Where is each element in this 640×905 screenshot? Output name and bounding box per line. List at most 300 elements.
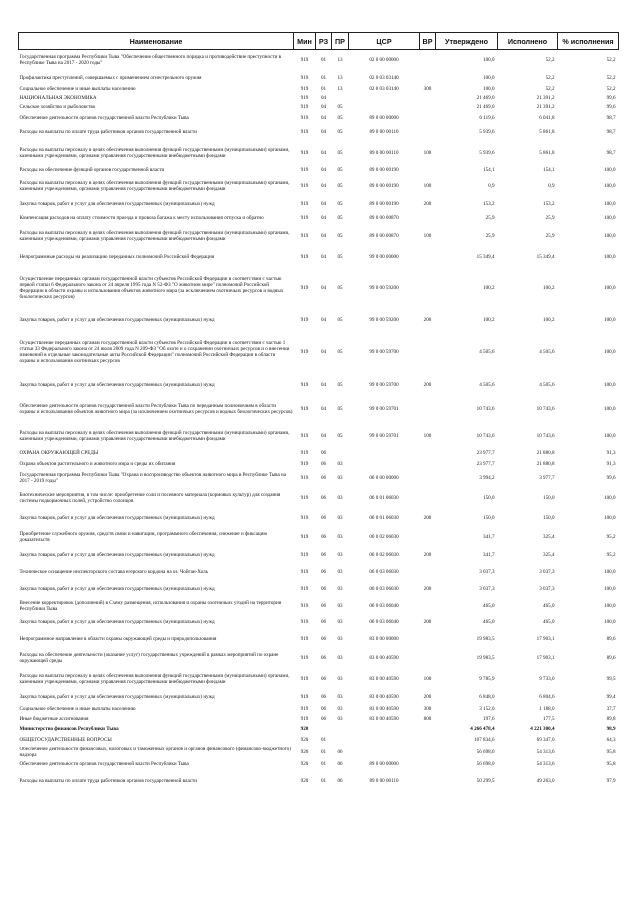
cell-appr: 56 698,0 — [476, 748, 495, 755]
cell-exec: 9 733,0 — [539, 675, 555, 682]
table-row — [19, 725, 619, 736]
cell-vr: 200 — [423, 552, 432, 559]
cell-name: Закупка товаров, работ и услуг для обеспечения государственных (муниципальных) нужд — [19, 201, 215, 208]
cell-appr: 100,0 — [483, 75, 495, 82]
cell-rz: 06 — [320, 675, 327, 682]
cell-pr: 05 — [337, 182, 343, 189]
cell-rz: 06 — [320, 705, 327, 712]
cell-appr: 341,7 — [483, 533, 495, 540]
cell-min: 919 — [300, 618, 309, 625]
cell-csr: 89 0 00 00870 — [369, 232, 399, 239]
cell-exec: 10 743,6 — [536, 432, 555, 439]
cell-min: 919 — [300, 149, 309, 156]
cell-csr: 99 0 00 59200 — [369, 316, 399, 323]
cell-exec: 150,0 — [543, 495, 555, 502]
cell-exec: 25,9 — [545, 214, 555, 221]
cell-csr: 99 0 00 59701 — [369, 405, 399, 412]
cell-min: 919 — [300, 285, 309, 292]
header-percent: % исполнения — [558, 33, 619, 50]
cell-exec: 3 037,3 — [539, 586, 555, 593]
table-row — [19, 747, 619, 759]
cell-pct: 100,0 — [604, 586, 616, 593]
cell-appr: 56 698,0 — [476, 760, 495, 767]
cell-exec: 25,9 — [545, 232, 555, 239]
cell-name: Закупка товаров, работ и услуг для обеспечения государственных (муниципальных) нужд — [19, 693, 215, 700]
table-row — [19, 198, 619, 213]
cell-rz: 06 — [320, 693, 327, 700]
cell-rz: 06 — [320, 636, 327, 643]
cell-name: Расходы на выплаты персоналу в целях обеспечения выполнения функций государственными (муниципальными) органами, казенными учреждениями, органами управления государственными внебюджетными фондами — [19, 672, 290, 685]
cell-pr: 05 — [337, 201, 343, 208]
cell-rz: 04 — [320, 232, 327, 239]
cell-appr: 5 939,6 — [479, 149, 495, 156]
table-row — [19, 669, 619, 691]
cell-pct: 95,8 — [606, 748, 616, 755]
cell-pct: 100,0 — [604, 618, 616, 625]
cell-exec: 0,9 — [548, 182, 555, 189]
cell-csr: 06 0 01 06030 — [369, 515, 399, 522]
cell-min: 919 — [300, 450, 309, 457]
cell-min: 919 — [300, 57, 309, 64]
cell-pr: 03 — [337, 603, 343, 610]
cell-name: Расходы на выплаты по оплате труда работников органов государственной власти — [19, 128, 197, 135]
cell-pr: 03 — [337, 655, 343, 662]
cell-min: 919 — [300, 316, 309, 323]
cell-csr: 89 0 00 00000 — [369, 760, 399, 767]
cell-pr: 13 — [337, 57, 343, 64]
cell-min: 919 — [300, 655, 309, 662]
cell-vr — [420, 736, 436, 747]
cell-rz: 04 — [320, 167, 327, 174]
header-pr: ПР — [332, 33, 349, 50]
cell-name: Внесение корректировок (дополнений) в Схему размещения, использования и охраны охотничьих угодий на территории Республики Тыва — [19, 600, 282, 612]
cell-name: Сельское хозяйство и рыболовство — [19, 104, 96, 111]
cell-pr: 03 — [337, 705, 343, 712]
table-row — [19, 104, 619, 113]
cell-vr — [420, 125, 436, 141]
cell-csr — [349, 95, 420, 104]
cell-vr — [420, 95, 436, 104]
cell-appr: 3 037,3 — [479, 568, 495, 575]
cell-name: Закупка товаров, работ и услуг для обеспечения государственных (муниципальных) нужд — [19, 586, 215, 593]
cell-pct: 100,0 — [604, 182, 616, 189]
cell-vr — [420, 113, 436, 125]
cell-pct: 99,4 — [606, 693, 616, 700]
cell-rz: 04 — [320, 104, 327, 111]
cell-exec: 6 041,8 — [539, 114, 555, 121]
cell-min: 920 — [300, 737, 309, 744]
cell-exec: 177,5 — [543, 715, 555, 722]
cell-name: Приобретение служебного оружия, средств связи и навигации, программного обеспечения, снежение и фиксацию доказательств — [19, 530, 268, 543]
cell-pr — [332, 736, 349, 747]
cell-pct: 100,0 — [604, 201, 616, 208]
cell-pr: 05 — [337, 349, 343, 356]
cell-min: 919 — [300, 167, 309, 174]
cell-pct: 100,0 — [604, 285, 616, 292]
cell-appr: 10 743,6 — [476, 432, 495, 439]
cell-appr: 23 977,7 — [476, 460, 495, 467]
table-row — [19, 528, 619, 548]
table-row — [19, 86, 619, 95]
cell-pr: 03 — [337, 474, 343, 481]
cell-csr: 06 0 01 06030 — [369, 495, 399, 502]
cell-csr — [349, 449, 420, 460]
cell-csr: 83 0 00 40590 — [369, 715, 399, 722]
cell-vr — [420, 488, 436, 511]
table-row — [19, 565, 619, 581]
cell-rz: 04 — [320, 253, 327, 260]
cell-min: 920 — [300, 760, 309, 767]
cell-pr: 06 — [337, 760, 343, 767]
header-executed: Исполнено — [498, 33, 558, 50]
table-row — [19, 488, 619, 511]
cell-csr: 83 0 00 40590 — [369, 655, 399, 662]
cell-min: 919 — [300, 460, 309, 467]
cell-appr: 153,2 — [483, 201, 495, 208]
cell-pct: 100,0 — [604, 381, 616, 388]
cell-min: 920 — [300, 726, 309, 733]
cell-pct: 89,6 — [606, 636, 616, 643]
cell-name: ОХРАНА ОКРУЖАЮЩЕЙ СРЕДЫ — [19, 450, 99, 457]
cell-min: 919 — [300, 232, 309, 239]
cell-min: 919 — [300, 381, 309, 388]
cell-vr: 800 — [423, 715, 432, 722]
cell-exec: 52,2 — [545, 86, 555, 93]
table-row — [19, 460, 619, 470]
table-row — [19, 141, 619, 167]
cell-exec: 10 743,6 — [536, 405, 555, 412]
cell-exec: 100,2 — [543, 285, 555, 292]
cell-csr: 83 0 00 40590 — [369, 705, 399, 712]
table-row — [19, 771, 619, 793]
cell-vr — [420, 759, 436, 771]
cell-exec: 4 505,6 — [539, 381, 555, 388]
cell-name: Закупка товаров, работ и услуг для обеспечения государственных (муниципальных) нужд — [19, 552, 215, 559]
cell-pct: 99,6 — [606, 104, 616, 111]
cell-appr: 197,6 — [483, 715, 495, 722]
cell-vr: 200 — [423, 316, 432, 323]
cell-exec: 69 347,0 — [536, 737, 555, 744]
header-approved: Утверждено — [436, 33, 498, 50]
cell-vr: 200 — [423, 586, 432, 593]
budget-table — [18, 32, 619, 793]
cell-csr: 02 0 03 03140 — [369, 75, 399, 82]
header-vr: ВР — [420, 33, 436, 50]
cell-pr: 05 — [337, 285, 343, 292]
cell-csr: 83 0 00 40590 — [369, 675, 399, 682]
cell-exec: 3 037,3 — [539, 568, 555, 575]
cell-name: ОБЩЕГОСУДАРСТВЕННЫЕ ВОПРОСЫ — [19, 737, 112, 744]
cell-min: 919 — [300, 75, 309, 82]
table-row — [19, 470, 619, 488]
cell-csr: 99 0 00 59700 — [369, 349, 399, 356]
table-row — [19, 176, 619, 198]
cell-min: 919 — [300, 432, 309, 439]
cell-pct: 100,0 — [604, 603, 616, 610]
table-row — [19, 715, 619, 725]
cell-pr: 06 — [337, 748, 343, 755]
cell-exec: 17 903,1 — [536, 636, 555, 643]
cell-rz: 01 — [320, 748, 327, 755]
cell-name: Обеспечение деятельности органов государственной власти Республики Тыва по переданным полномочиям в области охраны и использования объектов животного мира (за исключением охотничьих ресурсов и водных биологических ресурсов) — [19, 402, 293, 415]
cell-rz: 06 — [320, 618, 327, 625]
cell-pr: 06 — [337, 777, 343, 784]
cell-name: Расходы на обеспечение деятельности (оказание услуг) государственных учреждений в рамках мероприятий по охране окружающей среды — [19, 652, 279, 664]
cell-pct: 98,7 — [606, 149, 616, 156]
cell-csr: 89 0 00 00190 — [369, 167, 399, 174]
cell-exec: 150,0 — [543, 515, 555, 522]
cell-appr: 5 939,6 — [479, 128, 495, 135]
cell-min: 919 — [300, 568, 309, 575]
cell-appr: 21 469,0 — [476, 104, 495, 111]
cell-pct: 52,2 — [606, 57, 616, 64]
cell-min: 919 — [300, 552, 309, 559]
cell-csr: 89 0 00 00190 — [369, 201, 399, 208]
cell-csr: 89 0 00 00110 — [369, 128, 399, 135]
cell-vr — [420, 395, 436, 425]
cell-appr: 19 983,5 — [476, 655, 495, 662]
table-row — [19, 395, 619, 425]
cell-rz: 06 — [320, 603, 327, 610]
cell-exec: 5 861,8 — [539, 128, 555, 135]
cell-min: 919 — [300, 586, 309, 593]
cell-min: 919 — [300, 95, 309, 102]
table-row — [19, 449, 619, 460]
cell-min: 919 — [300, 675, 309, 682]
cell-min: 919 — [300, 201, 309, 208]
cell-exec: 21 880,8 — [536, 450, 555, 457]
cell-pr: 05 — [337, 232, 343, 239]
header-name: Наименование — [19, 33, 294, 50]
cell-vr: 100 — [423, 149, 432, 156]
cell-pr: 05 — [337, 214, 343, 221]
cell-pct: 100,0 — [604, 214, 616, 221]
cell-csr — [349, 736, 420, 747]
cell-pct: 37,7 — [606, 705, 616, 712]
cell-vr: 200 — [423, 515, 432, 522]
cell-min: 919 — [300, 603, 309, 610]
cell-appr: 25,9 — [485, 232, 495, 239]
cell-csr: 89 0 00 00110 — [369, 149, 399, 156]
cell-csr: 99 0 00 59701 — [369, 432, 399, 439]
cell-name: Обеспечение деятельности финансовых, налоговых и таможенных органов и органов финансового (финансово-бюджетного) надзора — [19, 746, 291, 758]
cell-pct: 100,0 — [604, 495, 616, 502]
cell-exec: 5 861,8 — [539, 149, 555, 156]
cell-min: 919 — [300, 214, 309, 221]
cell-exec: 52,2 — [545, 75, 555, 82]
table-row — [19, 631, 619, 650]
cell-pr — [332, 95, 349, 104]
cell-vr: 300 — [423, 705, 432, 712]
cell-pr: 05 — [337, 381, 343, 388]
cell-vr: 100 — [423, 432, 432, 439]
cell-rz: 04 — [320, 201, 327, 208]
cell-rz: 01 — [320, 777, 327, 784]
table-row — [19, 50, 619, 73]
cell-pct: 52,2 — [606, 75, 616, 82]
cell-rz: 01 — [320, 737, 327, 744]
cell-min: 919 — [300, 715, 309, 722]
cell-appr: 10 743,6 — [476, 405, 495, 412]
cell-min: 920 — [300, 777, 309, 784]
cell-vr — [420, 600, 436, 615]
table-row — [19, 548, 619, 565]
cell-pct: 99,6 — [606, 95, 616, 102]
header-rz: РЗ — [316, 33, 332, 50]
cell-vr: 300 — [423, 86, 432, 93]
cell-name: Закупка товаров, работ и услуг для обеспечения государственных (муниципальных) нужд — [19, 515, 215, 522]
cell-appr: 4 505,6 — [479, 381, 495, 388]
cell-min: 919 — [300, 474, 309, 481]
cell-appr: 21 469,0 — [476, 95, 495, 102]
cell-rz: 06 — [320, 552, 327, 559]
cell-pct: 100,0 — [604, 568, 616, 575]
cell-rz: 06 — [320, 715, 327, 722]
cell-appr: 100,2 — [483, 285, 495, 292]
cell-pr: 05 — [337, 405, 343, 412]
cell-csr: 06 0 02 06030 — [369, 533, 399, 540]
cell-appr: 150,0 — [483, 495, 495, 502]
cell-min: 919 — [300, 636, 309, 643]
cell-csr: 99 0 00 59200 — [369, 285, 399, 292]
cell-rz: 04 — [320, 285, 327, 292]
table-row — [19, 330, 619, 377]
cell-rz: 06 — [320, 495, 327, 502]
cell-min: 919 — [300, 693, 309, 700]
cell-exec: 465,0 — [543, 618, 555, 625]
cell-min: 920 — [300, 748, 309, 755]
cell-appr: 25,9 — [485, 214, 495, 221]
cell-exec: 49 263,0 — [536, 777, 555, 784]
cell-rz: 06 — [320, 655, 327, 662]
cell-min: 919 — [300, 253, 309, 260]
table-row — [19, 736, 619, 747]
cell-name: Профилактика преступлений, совершаемых с применением огнестрельного оружия — [19, 75, 202, 82]
table-row — [19, 377, 619, 395]
cell-vr — [420, 460, 436, 470]
table-row — [19, 213, 619, 225]
cell-min: 919 — [300, 533, 309, 540]
cell-pr: 03 — [337, 693, 343, 700]
table-row — [19, 705, 619, 715]
cell-csr: 89 0 00 00000 — [369, 114, 399, 121]
cell-min: 919 — [300, 495, 309, 502]
cell-appr: 50 299,5 — [476, 777, 495, 784]
cell-pr: 05 — [337, 316, 343, 323]
cell-vr — [420, 725, 436, 736]
table-row — [19, 249, 619, 267]
cell-pr: 03 — [337, 495, 343, 502]
cell-min: 919 — [300, 104, 309, 111]
cell-appr: 3 037,3 — [479, 586, 495, 593]
cell-exec: 6 804,6 — [539, 693, 555, 700]
cell-exec: 154,1 — [543, 167, 555, 174]
cell-pct: 52,2 — [606, 86, 616, 93]
table-row — [19, 511, 619, 528]
cell-pr: 03 — [337, 636, 343, 643]
cell-csr: 06 0 03 06040 — [369, 603, 399, 610]
header-min: Мин — [294, 33, 316, 50]
cell-pct: 100,0 — [604, 232, 616, 239]
cell-csr: 99 0 00 59700 — [369, 381, 399, 388]
cell-name: Осуществление переданных органам государственной власти субъектов Российской Федерации в соответствии с частью 1 статьи 33 Федерального закона от 24 июля 2009 года N 209-ФЗ "Об охоте и о сохранении охотничьих ресурсов и о внесении изменений в отдельные законодательные акты Российской Федерации" полномочий Российской Федерации в области охраны и использования охотничьих ресурсов — [19, 340, 290, 364]
cell-vr — [420, 747, 436, 759]
cell-pr: 03 — [337, 460, 343, 467]
cell-min: 919 — [300, 405, 309, 412]
table-row — [19, 125, 619, 141]
cell-pr: 03 — [337, 515, 343, 522]
table-row — [19, 615, 619, 631]
cell-rz: 06 — [320, 450, 327, 457]
cell-vr: 100 — [423, 182, 432, 189]
cell-min: 919 — [300, 515, 309, 522]
cell-pr: 03 — [337, 586, 343, 593]
cell-rz: 04 — [320, 95, 327, 102]
cell-exec: 1 188,0 — [539, 705, 555, 712]
cell-vr — [420, 771, 436, 793]
cell-appr: 3 994,2 — [479, 474, 495, 481]
cell-pct: 100,0 — [604, 432, 616, 439]
cell-appr: 100,0 — [483, 57, 495, 64]
cell-csr: 06 0 03 06030 — [369, 568, 399, 575]
cell-rz: 06 — [320, 460, 327, 467]
table-row — [19, 95, 619, 104]
cell-csr: 89 0 00 00110 — [369, 777, 399, 784]
table-row — [19, 600, 619, 615]
cell-pct: 98,7 — [606, 114, 616, 121]
cell-pct: 98,7 — [606, 128, 616, 135]
table-row — [19, 225, 619, 249]
cell-vr: 100 — [423, 232, 432, 239]
cell-pr: 03 — [337, 552, 343, 559]
cell-vr — [420, 449, 436, 460]
cell-name: Иные бюджетные ассигнования — [19, 715, 89, 722]
cell-rz: 04 — [320, 432, 327, 439]
cell-vr — [420, 167, 436, 176]
cell-name: НАЦИОНАЛЬНАЯ ЭКОНОМИКА — [19, 95, 97, 102]
cell-vr: 200 — [423, 693, 432, 700]
cell-appr: 9 785,9 — [479, 675, 495, 682]
cell-csr: 02 0 03 03140 — [369, 86, 399, 93]
cell-appr: 100,0 — [483, 86, 495, 93]
cell-appr: 0,9 — [488, 182, 495, 189]
cell-name: Осуществление переданных органам государственной власти субъектов Российской Федерации в соответствии с частью первой статьи 6 Федерального закона от 24 апреля 1995 года N 52-ФЗ "О животном мире" полномочий Российской Федерации в области охраны и использования объектов животного мира (за исключением охотничьих ресурсов и водных биологических ресурсов) — [19, 276, 284, 300]
cell-appr: 6 119,6 — [479, 114, 495, 121]
cell-pr: 13 — [337, 86, 343, 93]
cell-pct: 100,0 — [604, 349, 616, 356]
cell-vr — [420, 73, 436, 86]
cell-exec: 17 903,1 — [536, 655, 555, 662]
table-row — [19, 113, 619, 125]
cell-vr: 200 — [423, 201, 432, 208]
cell-appr: 150,0 — [483, 515, 495, 522]
cell-rz: 01 — [320, 86, 327, 93]
cell-vr: 200 — [423, 381, 432, 388]
cell-rz: 01 — [320, 57, 327, 64]
table-row — [19, 312, 619, 330]
cell-appr: 6 848,0 — [479, 693, 495, 700]
cell-pct: 100,0 — [604, 515, 616, 522]
table-row — [19, 691, 619, 705]
cell-pct: 100,0 — [604, 316, 616, 323]
cell-rz: 06 — [320, 515, 327, 522]
cell-csr: 06 0 03 06030 — [369, 586, 399, 593]
cell-csr: 83 0 00 40590 — [369, 693, 399, 700]
cell-appr: 19 983,5 — [476, 636, 495, 643]
cell-rz: 04 — [320, 381, 327, 388]
cell-pct: 95,8 — [606, 760, 616, 767]
table-row — [19, 73, 619, 86]
